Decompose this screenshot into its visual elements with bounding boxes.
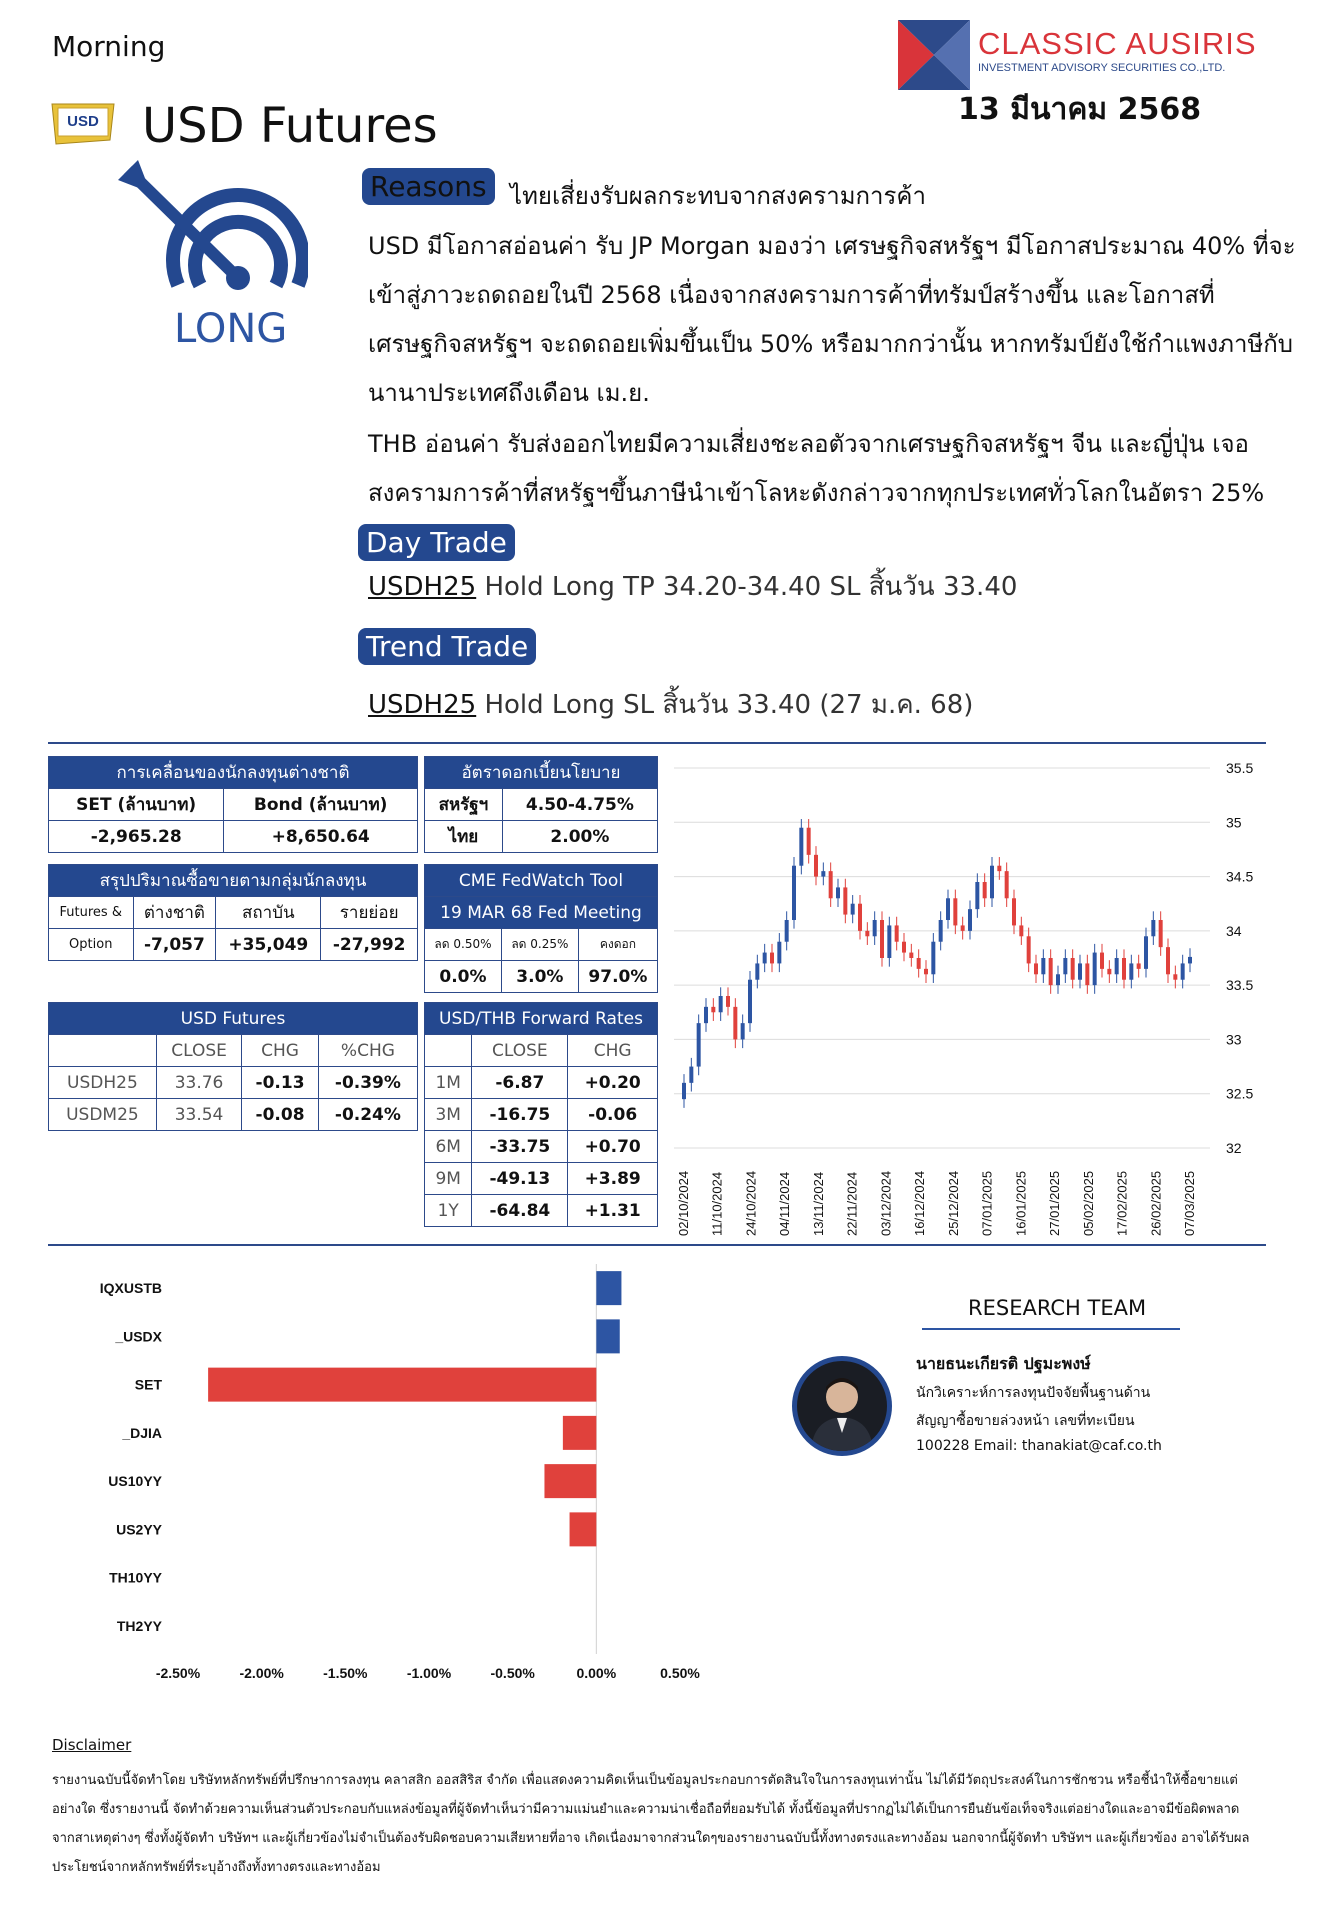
candle — [895, 925, 899, 941]
candle — [1034, 963, 1038, 974]
candle — [968, 909, 972, 931]
x-tick-label: 02/10/2024 — [676, 1170, 691, 1236]
candle — [1144, 936, 1148, 969]
report-date: 13 มีนาคม 2568 — [958, 92, 1202, 127]
x-tick-label: -1.00% — [406, 1665, 452, 1681]
fedwatch-header: คงดอก — [578, 929, 657, 961]
category-label: TH2YY — [116, 1617, 162, 1634]
forward-tenor: 6M — [425, 1131, 472, 1163]
candle — [990, 866, 994, 899]
contract-change: -0.08 — [242, 1099, 319, 1131]
candle — [1027, 936, 1031, 963]
reasons-headline: ไทยเสี่ยงรับผลกระทบจากสงครามการค้า — [510, 182, 926, 210]
forward-change: +3.89 — [568, 1163, 658, 1195]
candle — [873, 920, 877, 936]
investor-flow-value: +35,049 — [216, 929, 321, 961]
x-tick-label: 26/02/2025 — [1148, 1170, 1164, 1236]
x-tick-label: -2.00% — [239, 1665, 284, 1681]
table-row — [425, 1195, 658, 1227]
policy-rate-country: สหรัฐฯ — [425, 789, 503, 821]
usd-futures-header: CHG — [242, 1035, 319, 1067]
table-row — [425, 1067, 658, 1099]
bar — [596, 1271, 621, 1305]
y-tick-label: 35 — [1226, 814, 1242, 831]
usdh25-price-chart — [670, 748, 1260, 1238]
candle — [814, 855, 818, 877]
forward-close: -64.84 — [472, 1195, 568, 1227]
candle — [733, 1007, 737, 1040]
candle — [1085, 963, 1089, 985]
investor-flow-header: รายย่อย — [321, 897, 418, 929]
trend-trade-symbol: USDH25 — [368, 690, 477, 720]
forward-header: CHG — [568, 1035, 658, 1067]
reason-paragraph-thb: THB อ่อนค่า รับส่งออกไทยมีความเสี่ยงชะลอตัวจากเศรษฐกิจสหรัฐฯ จีน และญี่ปุ่น เจอสงครามการค้าที่สหรัฐฯขึ้นภาษีนำเข้าโลหะดังกล่าวจากทุกประเทศทั่วโลกในอัตรา 25% — [368, 430, 1265, 507]
x-tick-label: 25/12/2024 — [945, 1170, 961, 1236]
forward-tenor: 3M — [425, 1099, 472, 1131]
x-tick-label: 07/01/2025 — [979, 1170, 995, 1236]
candle — [1019, 925, 1023, 936]
candle — [1049, 958, 1053, 985]
bar — [208, 1368, 596, 1402]
foreign-flow-table — [48, 756, 418, 853]
x-tick-label: -1.50% — [323, 1665, 368, 1681]
forward-close: -6.87 — [472, 1067, 568, 1099]
investor-flow-row-label: Futures & — [49, 897, 134, 929]
usd-futures-header — [49, 1035, 157, 1067]
candle — [836, 887, 840, 898]
section-divider — [48, 742, 1266, 744]
candle — [1129, 963, 1133, 979]
forward-tenor: 1Y — [425, 1195, 472, 1227]
candle — [1071, 958, 1075, 980]
candle — [777, 942, 781, 964]
reason-paragraph-usd: USD มีโอกาสอ่อนค่า รับ JP Morgan มองว่า เศรษฐกิจสหรัฐฯ มีโอกาสประมาณ 40% ที่จะเข้าสู่ภาวะถดถอยในปี 2568 เนื่องจากสงครามการค้าที่ทรัมป์สร้างขึ้น และโอกาสที่เศรษฐกิจสหรัฐฯ จะถดถอยเพิ่มขึ้นเป็น 50% หรือมากกว่านั้น หากทรัมป์ยังใช้กำแพงภาษีกับนานาประเทศถึงเดือน เม.ย. — [368, 232, 1296, 407]
category-label: _USDX — [115, 1328, 162, 1345]
fedwatch-value: 3.0% — [501, 961, 578, 993]
forward-header — [425, 1035, 472, 1067]
x-tick-label: 0.00% — [576, 1665, 617, 1681]
category-label: IQXUSTB — [99, 1280, 162, 1297]
fedwatch-table — [424, 864, 658, 993]
market-change-bar-chart — [40, 1254, 760, 1724]
foreign-flow-set-value: -2,965.28 — [49, 821, 224, 853]
fedwatch-header: ลด 0.25% — [501, 929, 578, 961]
candle — [851, 904, 855, 915]
candle — [741, 1023, 745, 1039]
analyst-role-2: สัญญาซื้อขายล่วงหน้า เลขที่ทะเบียน — [916, 1413, 1135, 1429]
candle — [924, 969, 928, 974]
candle — [792, 866, 796, 920]
candle — [829, 871, 833, 898]
candle — [902, 942, 906, 953]
x-tick-label: 16/01/2025 — [1013, 1170, 1029, 1236]
table-row — [425, 1131, 658, 1163]
forward-close: -16.75 — [472, 1099, 568, 1131]
candle — [719, 996, 723, 1012]
candle — [909, 953, 913, 958]
category-label: US10YY — [108, 1473, 162, 1490]
trend-trade-text: Hold Long SL สิ้นวัน 33.40 (27 ม.ค. 68) — [476, 690, 974, 720]
analyst-email: 100228 Email: thanakiat@caf.co.th — [916, 1438, 1162, 1454]
company-logo-icon — [898, 20, 970, 90]
candle — [1093, 953, 1097, 986]
brand-name: CLASSIC AUSIRIS — [978, 26, 1257, 61]
usd-futures-badge-icon — [48, 100, 118, 148]
forward-change: -0.06 — [568, 1099, 658, 1131]
candle — [931, 942, 935, 975]
candle — [689, 1067, 693, 1083]
foreign-flow-bond-value: +8,650.64 — [224, 821, 418, 853]
usd-futures-table — [48, 1002, 418, 1131]
contract-pct-change: -0.39% — [318, 1067, 417, 1099]
forward-rates-table — [424, 1002, 658, 1227]
candle — [887, 925, 891, 958]
candle — [1005, 871, 1009, 898]
reasons-label: Reasons — [362, 168, 495, 205]
x-tick-label: 0.50% — [660, 1665, 700, 1681]
candle — [1181, 963, 1185, 979]
x-tick-label: 05/02/2025 — [1080, 1170, 1096, 1236]
y-tick-label: 33 — [1226, 1031, 1242, 1048]
category-label: SET — [134, 1376, 162, 1393]
x-tick-label: 24/10/2024 — [743, 1170, 759, 1236]
candle — [807, 828, 811, 855]
disclaimer-title: Disclaimer — [52, 1736, 132, 1754]
y-tick-label: 34.5 — [1226, 868, 1254, 885]
x-tick-label: 17/02/2025 — [1114, 1170, 1130, 1236]
contract-pct-change: -0.24% — [318, 1099, 417, 1131]
y-tick-label: 34 — [1226, 922, 1242, 939]
y-tick-label: 32.5 — [1226, 1085, 1254, 1102]
category-label: US2YY — [116, 1521, 162, 1538]
candle — [748, 980, 752, 1023]
candle — [917, 958, 921, 969]
category-label: TH10YY — [109, 1569, 162, 1586]
investor-flow-value: -7,057 — [133, 929, 216, 961]
brand-subtitle: INVESTMENT ADVISORY SECURITIES CO.,LTD. — [978, 62, 1226, 74]
day-trade-recommendation — [368, 566, 1017, 607]
candle — [1078, 963, 1082, 979]
fedwatch-value: 0.0% — [425, 961, 502, 993]
fedwatch-value: 97.0% — [578, 961, 657, 993]
forward-change: +1.31 — [568, 1195, 658, 1227]
forward-tenor: 1M — [425, 1067, 472, 1099]
candle — [682, 1083, 686, 1099]
candle — [858, 904, 862, 931]
candle — [763, 953, 767, 964]
fedwatch-title: CME FedWatch Tool — [425, 865, 658, 897]
candle — [697, 1023, 701, 1066]
candle — [1107, 969, 1111, 974]
contract-symbol: USDM25 — [49, 1099, 157, 1131]
analyst-avatar — [792, 1356, 892, 1456]
candle — [755, 963, 759, 979]
bar — [563, 1416, 596, 1450]
candle — [1115, 958, 1119, 974]
policy-rate-title: อัตราดอกเบี้ยนโยบาย — [425, 757, 658, 789]
usd-futures-header: %CHG — [318, 1035, 417, 1067]
candle — [1151, 920, 1155, 936]
bar — [596, 1319, 619, 1353]
investor-flow-table — [48, 864, 418, 961]
contract-close: 33.76 — [156, 1067, 241, 1099]
x-tick-label: 22/11/2024 — [844, 1171, 860, 1236]
usd-futures-title: USD Futures — [49, 1003, 418, 1035]
category-label: _DJIA — [122, 1424, 162, 1441]
candle — [799, 828, 803, 866]
candle — [946, 898, 950, 920]
candle — [704, 1007, 708, 1023]
candle — [983, 882, 987, 898]
policy-rate-value: 4.50-4.75% — [502, 789, 657, 821]
forward-close: -49.13 — [472, 1163, 568, 1195]
foreign-flow-bond-header: Bond (ล้านบาท) — [224, 789, 418, 821]
candle — [975, 882, 979, 909]
forward-change: +0.20 — [568, 1067, 658, 1099]
y-tick-label: 32 — [1226, 1140, 1242, 1156]
research-divider — [922, 1328, 1180, 1330]
usd-futures-header: CLOSE — [156, 1035, 241, 1067]
day-trade-symbol: USDH25 — [368, 572, 477, 602]
day-trade-text: Hold Long TP 34.20-34.40 SL สิ้นวัน 33.40 — [476, 572, 1018, 602]
contract-change: -0.13 — [242, 1067, 319, 1099]
fedwatch-header: ลด 0.50% — [425, 929, 502, 961]
candle — [785, 920, 789, 942]
candle — [997, 866, 1001, 871]
candle — [1100, 953, 1104, 969]
table-row — [425, 1163, 658, 1195]
candle — [821, 871, 825, 876]
foreign-flow-title: การเคลื่อนของนักลงทุนต่างชาติ — [49, 757, 418, 789]
x-tick-label: 07/03/2025 — [1182, 1170, 1197, 1236]
investor-flow-header: สถาบัน — [216, 897, 321, 929]
policy-rate-table — [424, 756, 658, 853]
disclaimer-text: รายงานฉบับนี้จัดทำโดย บริษัทหลักทรัพย์ที่ปรึกษาการลงทุน คลาสสิก ออสสิริส จำกัด เพื่อแสดงความคิดเห็นเป็นข้อมูลประกอบการตัดสินใจในการลงทุนเท่านั้น ไม่ได้มีวัตถุประสงค์ในการชักชวน หรือชี้นำให้ซื้อขายแต่อย่างใด ซึ่งรายงานนี้ จัดทำด้วยความเห็นส่วนตัวประกอบกับแหล่งข้อมูลที่ผู้จัดทำเห็นว่ามีความแม่นยำและความน่าเชื่อถือที่ยอมรับได้ ทั้งนี้ข้อมูลที่ปรากฏไม่ได้เป็นการยืนยันข้อเท็จจริงแต่อย่างใดและอาจมีข้อผิดพลาดจากสาเหตุต่างๆ ซึ่งทั้งผู้จัดทำ บริษัทฯ และผู้เกี่ยวข้องไม่จำเป็นต้องรับผิดชอบความเสียหายที่อาจ เกิดเนื่องมาจากส่วนใดๆของรายงานฉบับนี้ทั้งทางตรงและทางอ้อม นอกจากนี้ผู้จัดทำ บริษัทฯ และผู้เกี่ยวข้อง อาจได้รับผลประโยชน์จากหลักทรัพย์ที่ระบุอ้างถึงทั้งทางตรงและทางอ้อม — [52, 1773, 1250, 1875]
candle — [1173, 974, 1177, 979]
x-tick-label: 04/11/2024 — [777, 1171, 793, 1236]
forward-change: +0.70 — [568, 1131, 658, 1163]
foreign-flow-set-header: SET (ล้านบาท) — [49, 789, 224, 821]
bar — [570, 1512, 597, 1546]
candle — [1063, 958, 1067, 974]
candle — [1012, 898, 1016, 925]
fedwatch-meeting: 19 MAR 68 Fed Meeting — [425, 897, 658, 929]
contract-close: 33.54 — [156, 1099, 241, 1131]
forward-header: CLOSE — [472, 1035, 568, 1067]
table-row — [425, 1099, 658, 1131]
candle — [711, 1007, 715, 1012]
candle — [1122, 958, 1126, 980]
table-row — [49, 1067, 418, 1099]
svg-text:USD: USD — [67, 113, 99, 130]
candle — [1166, 947, 1170, 974]
section-divider — [48, 1244, 1266, 1246]
candle — [880, 920, 884, 958]
policy-rate-country: ไทย — [425, 821, 503, 853]
y-tick-label: 35.5 — [1226, 760, 1254, 776]
trend-trade-recommendation — [368, 684, 973, 725]
candle — [770, 953, 774, 964]
candle — [1188, 957, 1192, 964]
x-tick-label: -2.50% — [155, 1665, 201, 1681]
candle — [1137, 963, 1141, 968]
policy-rate-value: 2.00% — [502, 821, 657, 853]
trend-trade-label: Trend Trade — [358, 628, 536, 665]
forward-close: -33.75 — [472, 1131, 568, 1163]
candle — [939, 920, 943, 942]
analyst-role: นักวิเคราะห์การลงทุนปัจจัยพื้นฐานด้าน — [916, 1385, 1151, 1401]
forward-rates-title: USD/THB Forward Rates — [425, 1003, 658, 1035]
candle — [1159, 920, 1163, 947]
forward-tenor: 9M — [425, 1163, 472, 1195]
x-tick-label: 16/12/2024 — [912, 1170, 928, 1236]
investor-flow-header: ต่างชาติ — [133, 897, 216, 929]
x-tick-label: 13/11/2024 — [810, 1171, 826, 1236]
report-period: Morning — [52, 30, 166, 63]
investor-flow-row-label: Option — [49, 929, 134, 961]
target-icon — [118, 160, 308, 290]
trade-signal: LONG — [174, 306, 288, 352]
candle — [1056, 974, 1060, 985]
investor-flow-value: -27,992 — [321, 929, 418, 961]
candle — [953, 898, 957, 925]
x-tick-label: 27/01/2025 — [1047, 1170, 1063, 1236]
x-tick-label: 11/10/2024 — [709, 1171, 725, 1236]
contract-symbol: USDH25 — [49, 1067, 157, 1099]
bar — [544, 1464, 596, 1498]
x-tick-label: -0.50% — [490, 1665, 535, 1681]
candle — [865, 931, 869, 936]
analyst-name: นายธนะเกียรติ ปฐมะพงษ์ — [916, 1354, 1091, 1373]
research-team-title: RESEARCH TEAM — [968, 1296, 1147, 1320]
table-row — [49, 1099, 418, 1131]
page-title: USD Futures — [142, 98, 438, 154]
candle — [843, 887, 847, 914]
candle — [726, 996, 730, 1007]
y-tick-label: 33.5 — [1226, 977, 1254, 994]
investor-flow-title: สรุปปริมาณซื้อขายตามกลุ่มนักลงทุน — [49, 865, 418, 897]
x-tick-label: 03/12/2024 — [878, 1170, 894, 1236]
candle — [1041, 958, 1045, 974]
candle — [961, 925, 965, 930]
day-trade-label: Day Trade — [358, 524, 515, 561]
